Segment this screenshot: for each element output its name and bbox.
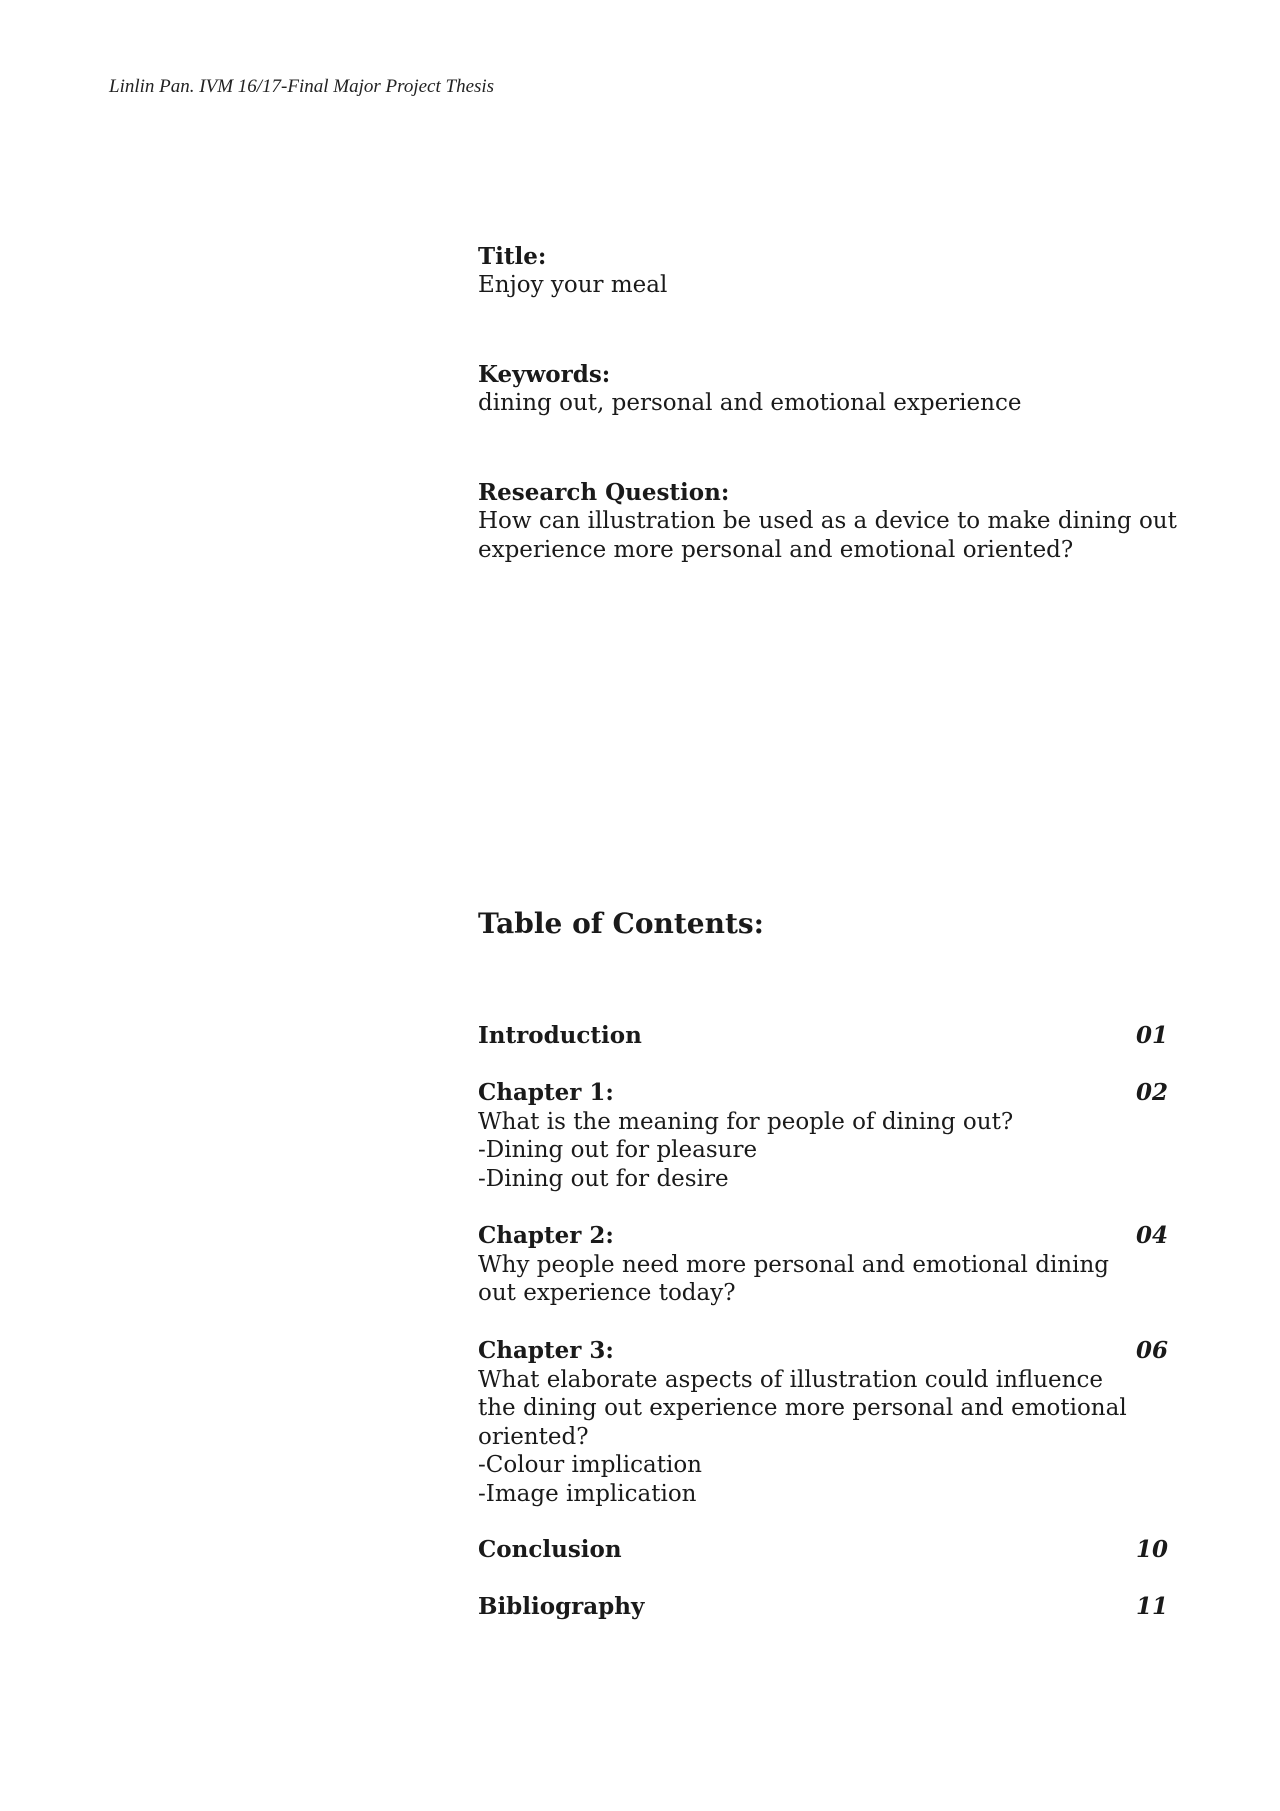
keywords-value: dining out, personal and emotional experience: [478, 390, 1022, 416]
toc-entry-line: -Dining out for pleasure: [478, 1137, 758, 1163]
toc-page-number: 02: [1135, 1079, 1168, 1106]
toc-entry-chapter-1: [478, 1079, 1168, 1193]
toc-entry-introduction: [478, 1022, 1168, 1051]
toc-entry-title: Chapter 2:: [478, 1222, 614, 1249]
toc-heading: Table of Contents:: [478, 907, 765, 940]
research-question-field: [478, 478, 1178, 565]
toc-entry-line: Why people need more personal and emotional dining: [478, 1251, 1110, 1278]
toc-entry-title: Chapter 1:: [478, 1079, 614, 1106]
toc-entry-conclusion: [478, 1536, 1168, 1565]
toc-entry-line: out experience today?: [478, 1280, 736, 1306]
toc-page-number: 01: [1135, 1022, 1168, 1049]
toc-entry-line: What elaborate aspects of illustration could influence: [478, 1366, 1103, 1393]
toc-page-number: 06: [1135, 1337, 1168, 1364]
toc-entry-title: Conclusion: [478, 1536, 622, 1563]
research-question-label: Research Question:: [478, 479, 730, 506]
toc-page-number: 04: [1135, 1222, 1168, 1249]
toc-entry-bibliography: [478, 1593, 1168, 1622]
title-field: [478, 242, 1178, 300]
toc-entry-chapter-3: [478, 1337, 1168, 1508]
toc-entry-title: Introduction: [478, 1022, 642, 1049]
toc-entry-line: -Dining out for desire: [478, 1165, 729, 1192]
research-question-line: experience more personal and emotional oriented?: [478, 537, 1074, 563]
title-label: Title:: [478, 243, 547, 270]
toc-entry-line: the dining out experience more personal and emotional: [478, 1395, 1127, 1421]
toc-entry-line: What is the meaning for people of dining out?: [478, 1108, 1014, 1135]
keywords-field: [478, 360, 1178, 418]
toc-page-number: 10: [1135, 1536, 1168, 1563]
toc-page-number: 11: [1135, 1593, 1168, 1620]
toc-entry-chapter-2: [478, 1222, 1168, 1308]
toc-entry-title: Bibliography: [478, 1593, 645, 1620]
keywords-label: Keywords:: [478, 361, 611, 388]
toc-entry-title: Chapter 3:: [478, 1337, 614, 1364]
title-value: Enjoy your meal: [478, 272, 668, 298]
research-question-line: How can illustration be used as a device to make dining out: [478, 508, 1177, 534]
toc-entry-line: -Image implication: [478, 1480, 697, 1507]
running-header: Linlin Pan. IVM 16/17-Final Major Project Thesis: [109, 76, 495, 97]
toc-entry-line: oriented?: [478, 1423, 589, 1450]
toc-entry-line: -Colour implication: [478, 1452, 702, 1478]
